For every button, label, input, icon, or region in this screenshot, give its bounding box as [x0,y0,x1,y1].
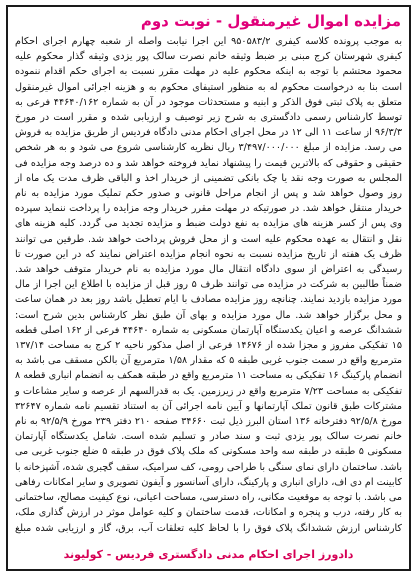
notice-body: به موجب پرونده کلاسه کیفری ۹۵۰۵۸۳/۲ این اجرا نیابت واصله از شعبه چهارم اجرای احکام کیفری شهرستان کرج مبنی بر ضبط وثیقه خانم نصرت سالک پور یزدی وثیقه گذار محکوم علیه محمود محتشم با توجه به اینکه محکوم علیه در مهلت مقرر نسبت به اجرای حکم اقدام ننموده است بنا به درخواست محکوم له به منظور استیفای محکوم به و هزینه اجرائی اموال غیرمنقول متعلق به پلاک ثبتی فوق الذکر و ابنیه و مستحدثات موجود در آن به شماره ۴۴۶۴۰/۱۶۲ فرعی به توسط کارشناس رسمی دادگستری به شرح زیر توصیف و ارزیابی شده و مقرر است در مورخ ۹۶/۳/۳ از ساعت ۱۱ الی ۱۲ در محل اجرای احکام مدنی دادگاه فردیس از طریق مزایده به فروش می رسد. مزایده از مبلغ ۳/۴۹۷/۰۰۰/۰۰۰ ریال نظریه کارشناسی شروع می شود و به هر شخص حقیقی و حقوقی که بالاترین قیمت را پیشنهاد نماید فروخته خواهد شد و ده درصد وجه مزایده فی المجلس به صورت وجه نقد یا چک بانکی تضمینی از خریدار اخذ و الباقی ظرف مدت یک ماه از روز وصول خواهد شد و پس از انجام مراحل قانونی و صدور حکم تملیک مورد مزایده به نام خریدار منتقل خواهد شد. در صورتیکه در مهلت مقرر خریدار وجه مزایده را پرداخت ننماید سپرده وی پس از کسر هزینه های مزایده به نفع دولت ضبط و مزایده تجدید می گردد. کلیه هزینه های نقل و انتقال به عهده محکوم علیه است و از محل فروش پرداخت خواهد شد. طرفین می توانند ظرف یک هفته از تاریخ مزایده نسبت به نحوه انجام مزایده اعتراض نمایند که در این صورت تا رسیدگی به اعتراض از سوی دادگاه انتقال مال مورد مزایده به نام خریدار متوقف خواهد شد. ضمناً طالبین به شرکت در مزایده می توانند ظرف ۵ روز قبل از مزایده با اطلاع این اجرا از مال مورد مزایده بازدید نمایند. چنانچه روز مزایده مصادف با ایام تعطیل باشد روز بعد در همان ساعت و محل برگزار خواهد شد. مال مورد مزایده و بهای آن طبق نظر کارشناس بدین شرح است: ششدانگ عرصه و اعیان یکدستگاه آپارتمان مسکونی به شماره ۴۴۶۴۰ فرعی از ۱۶۲ اصلی قطعه ۱۵ تفکیکی مفروز و مجزا شده از ۱۴۶۷۶ فرعی از اصل مذکور ناحیه ۲ کرج به مساحت ۱۳۷/۱۴ مترمربع واقع در سمت جنوب غربی طبقه ۵ که مقدار ۱/۵۸ مترمربع آن بالکن مسقف می باشد به انضمام پارکینگ ۱۶ تفکیکی به مساحت ۱۱ مترمربع واقع در طبقه همکف به انضمام انباری قطعه ۸ تفکیکی به مساحت ۷/۲۳ مترمربع واقع در زیرزمین. یک به قدرالسهم از عرصه و سایر مشاعات و مشترکات طبق قانون تملک آپارتمانها و آیین نامه اجرائی آن به استناد تقسیم نامه شماره ۳۲۶۴۷ مورخ ۹۲/۵/۸ دفترخانه ۱۳۶ استان البرز ذیل ثبت ۳۴۶۶۰ صفحه ۲۱۰ دفتر ۲۳۹ مورخ ۹۲/۵/۹ به نام خانم نصرت سالک پور یزدی ثبت و سند صادر و تسلیم شده است. شامل یکدستگاه آپارتمان مسکونی ۵ طبقه در طبقه سه واحد مسکونی که ملک پلاک فوق در طبقه ۵ ضلع جنوب غربی می باشد. ساختمان دارای نمای سنگی با طراحی رومی، کف سرامیک، سقف گچبری شده، آشپزخانه با کابینت ام دی اف، دارای انباری و پارکینگ، دارای آسانسور و آیفون تصویری و سایر امکانات رفاهی می باشد. با توجه به موقعیت مکانی، راه دسترسی، مساحت اعیانی، نوع کیفیت مصالح، ساختمانی به کار رفته، درب و پنجره و امکانات، قدمت ساختمان و کلیه عوامل موثر در ارزش گذاری ملک، کارشناس ارزش ششدانگ پلاک فوق را با لحاظ کلیه تعلقات آب، برق، گاز و ارزیابی شده مبلغ [15,36,403,534]
notice-signature: دادورز اجرای احکام مدنی دادگستری فردیس - کولیوند [63,548,354,561]
auction-notice [6,5,411,571]
notice-title: مزایده اموال غیرمنقول - نوبت دوم [140,12,401,30]
